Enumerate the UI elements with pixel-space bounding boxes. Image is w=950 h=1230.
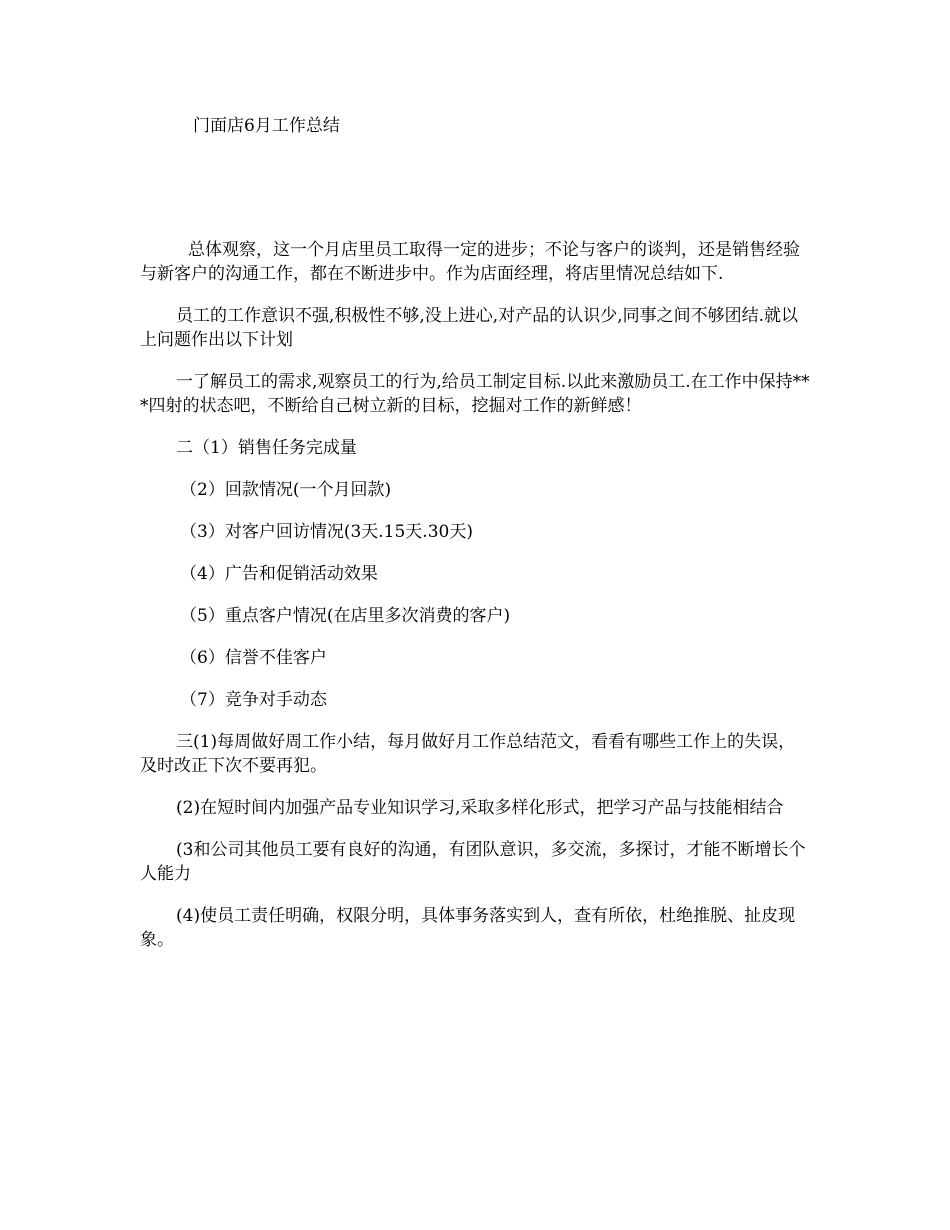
document-title: 门面店6月工作总结 — [193, 116, 340, 136]
plan-two-item-4: （4）广告和促销活动效果 — [180, 564, 378, 584]
plan-three-item-1: 三(1)每周做好周工作小结，每月做好月工作总结范文，看看有哪些工作上的失误，及时改正下次不要再犯。 — [140, 732, 796, 776]
problem-paragraph: 员工的工作意识不强,积极性不够,没上进心,对产品的认识少,同事之间不够团结.就以上问题作出以下计划 — [140, 306, 799, 350]
plan-two-item-2: （2）回款情况(一个月回款) — [180, 480, 392, 500]
plan-two-item-5: （5）重点客户情况(在店里多次消费的客户) — [180, 606, 511, 626]
intro-paragraph: 总体观察，这一个月店里员工取得一定的进步；不论与客户的谈判，还是销售经验与新客户的沟通工作，都在不断进步中。作为店面经理，将店里情况总结如下. — [140, 240, 800, 284]
plan-three-item-4: (4)使员工责任明确，权限分明，具体事务落实到人，查有所依，杜绝推脱、扯皮现象。 — [140, 906, 796, 950]
plan-two-item-7: （7）竞争对手动态 — [180, 690, 327, 710]
plan-three-item-2: (2)在短时间内加强产品专业知识学习,采取多样化形式，把学习产品与技能相结合 — [176, 798, 784, 818]
plan-two-item-6: （6）信誉不佳客户 — [180, 648, 327, 668]
plan-one-paragraph: 一了解员工的需求,观察员工的行为,给员工制定目标.以此来激励员工.在工作中保持***四射的状态吧，不断给自己树立新的目标，挖掘对工作的新鲜感！ — [140, 372, 810, 416]
document-body — [140, 238, 812, 970]
plan-two-item-3: （3）对客户回访情况(3天.15天.30天) — [180, 522, 473, 542]
plan-two-item-1: 二（1）销售任务完成量 — [176, 438, 357, 458]
plan-three-item-3: (3和公司其他员工要有良好的沟通，有团队意识，多交流，多探讨，才能不断增长个人能力 — [140, 840, 806, 884]
